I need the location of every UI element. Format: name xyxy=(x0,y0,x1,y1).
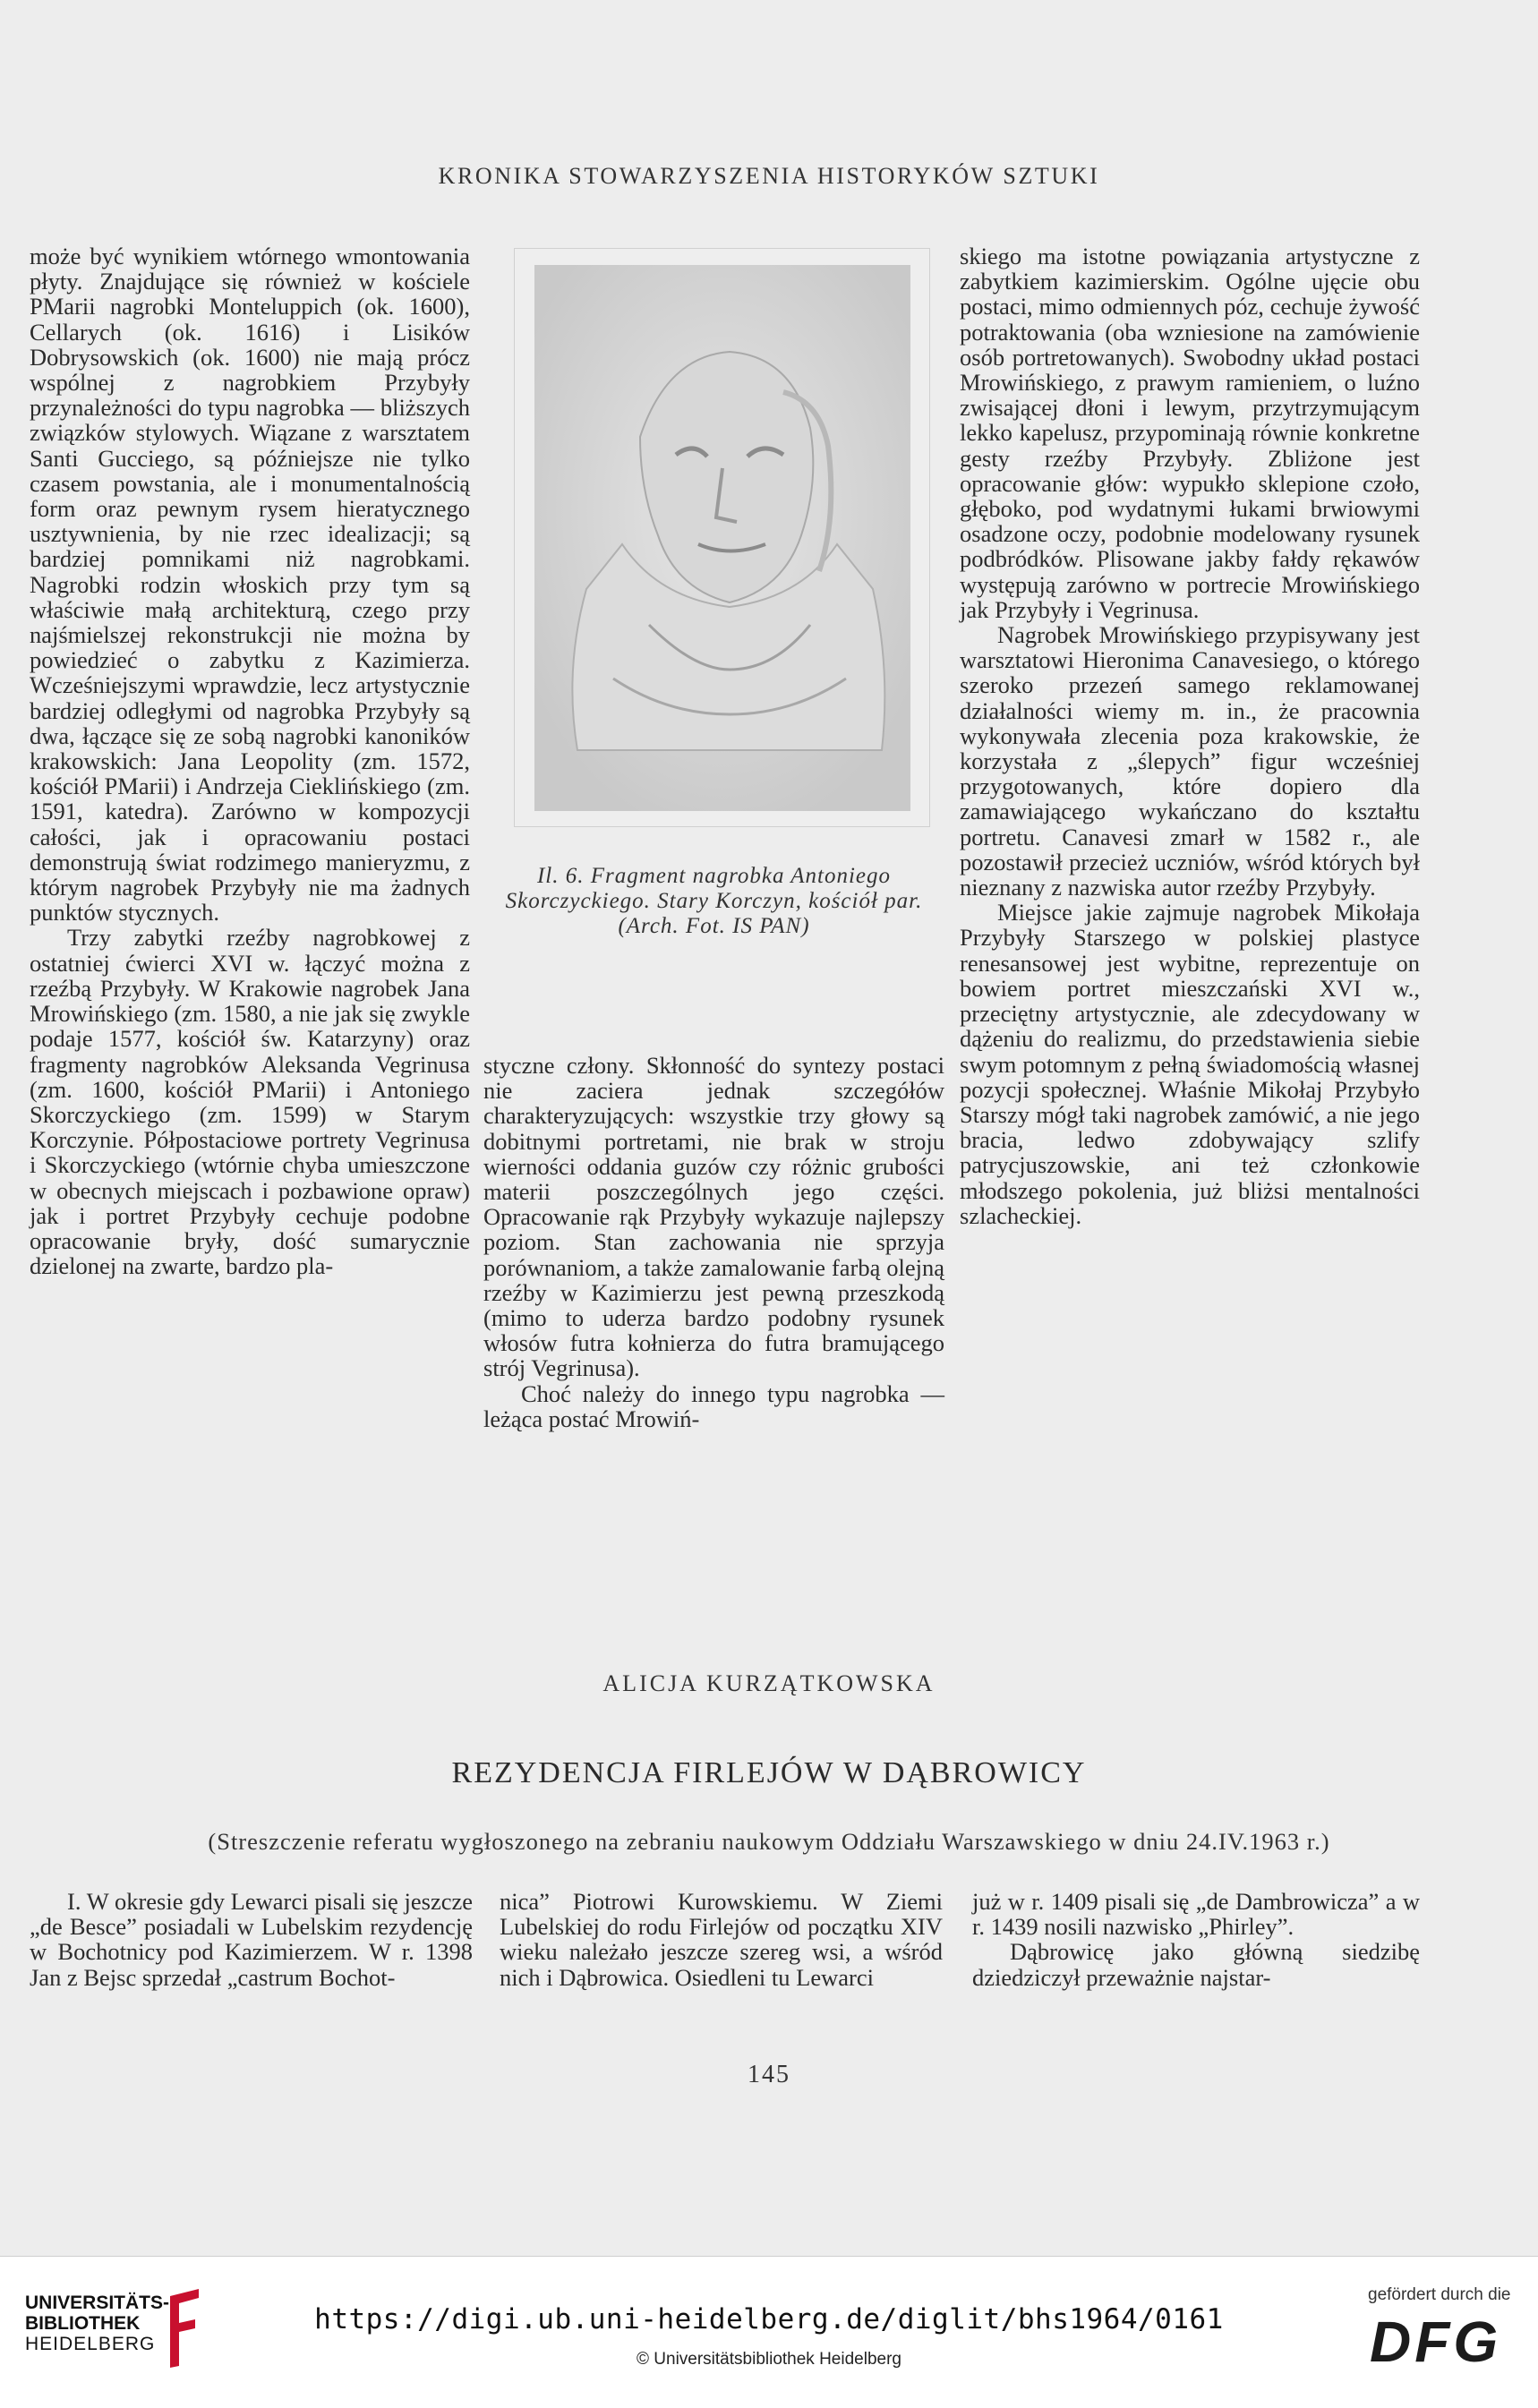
library-name-line2: BIBLIOTHEK xyxy=(25,2313,141,2334)
library-name-line3: HEIDELBERG xyxy=(25,2334,156,2354)
library-name-line1: UNIVERSITÄTS- xyxy=(25,2293,170,2313)
permalink-url[interactable]: https://digi.ub.uni-heidelberg.de/diglit/bhs1964/0161 xyxy=(314,2303,1224,2335)
running-head: KRONIKA STOWARZYSZENIA HISTORYKÓW SZTUKI xyxy=(438,163,1100,189)
paragraph: skiego ma istotne powiązania artystyczne z zabytkiem kazimierskim. Ogólne ujęcie obu postaci, mimo odmiennych póz, cechuje żywość potraktowania (oba wzniesione na zamówienie osób portretowanych). Swobodny układ postaci Mrowińskiego, z prawym ramieniem, o luźno zwisającej dłoni i lewym, przytrzymującym lekko kapelusz, przypominają równie konkretne gesty rzeźby Przybyły. Zbliżone jest opracowanie głów: wypukło sklepione czoło, głęboko, pod wydatnymi łukami brwiowymi osadzone oczy, podobnie modelowany rysunek podbródków. Plisowane jakby fałdy rękawów występują zarówno w portrecie Mrowińskiego jak Przybyły i Vegrinusa. xyxy=(960,243,1420,623)
article-author: ALICJA KURZĄTKOWSKA xyxy=(602,1670,936,1696)
paragraph: już w r. 1409 pisali się „de Dambrowicza” a w r. 1439 nosili nazwisko „Phirley”. xyxy=(972,1888,1420,1941)
paragraph: Miejsce jakie zajmuje nagrobek Mikołaja Przybyły Starszego w polskiej plastyce renesansowej jest wybitne, reprezentuje on bowiem portret mieszczański XVI w., przeciętny artystycznie, ale zdecydowany w dążeniu do realizmu, do przedstawienia siebie swym potomnym z pełną świadomością własnej pozycji społecznej. Właśnie Mikołaj Przybyło Starszy mógł taki nagrobek zamówić, a nie jego bracia, ledwo zdobywający szlify patrycjuszowskie, ani też członkowie młodszego pokolenia, już bliżsi mentalności szlacheckiej. xyxy=(960,899,1420,1229)
article-column-1 xyxy=(30,1889,473,1990)
article-column-2 xyxy=(500,1889,943,1990)
article-subtitle: (Streszczenie referatu wygłoszonego na zebraniu naukowym Oddziału Warszawskiego w dniu 24.IV.1963 r.) xyxy=(208,1828,1330,1855)
column-right xyxy=(960,243,1420,1228)
sculpture-photograph xyxy=(514,248,930,827)
paragraph: nica” Piotrowi Kurowskiemu. W Ziemi Lubelskiej do rodu Firlejów od początku XIV wieku należało jeszcze szereg wsi, a wśród nich i Dąbrowica. Osiedleni tu Lewarci xyxy=(500,1888,943,1991)
paragraph: I. W okresie gdy Lewarci pisali się jeszcze „de Besce” posiadali w Lubelskim rezydencję w Bochotnicy pod Kazimierzem. W r. 1398 Jan z Bejsc sprzedał „castrum Bochot- xyxy=(30,1888,473,1991)
page-number: 145 xyxy=(748,2061,790,2088)
paragraph: może być wynikiem wtórnego wmontowania płyty. Znajdujące się również w kościele PMarii nagrobki Monteluppich (ok. 1600), Cellarych (ok. 1616) i Lisików Dobrysowskich (ok. 1600) nie mają prócz wspólnej z nagrobkiem Przybyły przynależności do typu nagrobka — bliższych związków stylowych. Wiązane z warsztatem Santi Gucciego, są późniejsze nie tylko czasem powstania, ale i monumentalnością form oraz pewnym rysem hieratycznego usztywnienia, by nie rzec idealizacji; są bardziej pomnikami niż nagrobkami. Nagrobki rodzin włoskich przy tym są właściwie małą architekturą, czego przy najśmielszej rekonstrukcji nie można by powiedzieć o zabytku z Kazimierza. Wcześniejszymi wprawdzie, lecz artystycznie bardziej odległymi od nagrobka Przybyły są dwa, łączące się ze sobą nagrobki kanoników krakowskich: Jana Leopolity (zm. 1572, kościół PMarii) i Andrzeja Cieklińskiego (zm. 1591, katedra). Zarówno w kompozycji całości, jak i opracowaniu postaci demonstrują świat rodzimego manieryzmu, z którym nagrobek Przybyły nie ma żadnych punktów stycznych. xyxy=(30,243,470,926)
article-title: REZYDENCJA FIRLEJÓW W DĄBROWICY xyxy=(451,1756,1087,1789)
copyright-notice: © Universitätsbibliothek Heidelberg xyxy=(637,2350,901,2369)
paragraph: Dąbrowicę jako główną siedzibę dziedziczył przeważnie najstar- xyxy=(972,1938,1420,1991)
figure-caption: Il. 6. Fragment nagrobka Antoniego Skorczyckiego. Stary Korczyn, kościół par. (Arch. Fot. IS PAN) xyxy=(505,864,923,938)
column-left xyxy=(30,243,470,1278)
paragraph: Nagrobek Mrowińskiego przypisywany jest warsztatowi Hieronima Canavesiego, o którego szeroko przezeń samego reklamowanej działalności wiemy m. in., że pracownia wykonywała zlecenia poza krakowskie, że korzystała z „ślepych” figur wcześniej przygotowanych, które dopiero dla zamawiającego wykańczano do kształtu portretu. Canavesi zmarł w 1582 r., ale pozostawił przecież uczniów, wśród których był nieznany z nazwiska autor rzeźby Przybyły. xyxy=(960,621,1420,901)
funding-note: gefördert durch die xyxy=(1368,2285,1511,2304)
article-column-3 xyxy=(972,1889,1420,1990)
dfg-logo[interactable]: DFG xyxy=(1370,2310,1502,2374)
column-middle xyxy=(483,1053,944,1431)
bust-image xyxy=(515,249,929,826)
paragraph: styczne człony. Skłonność do syntezy postaci nie zaciera jednak szczegółów charakteryzujących: wszystkie trzy głowy są dobitnymi portretami, nie brak w stroju wierności oddania guzów czy różnic grubości materii poszczególnych jego części. Opracowanie rąk Przybyły wykazuje najlepszy poziom. Stan zachowania nie sprzyja porównaniom, a także zamalowanie farbą olejną rzeźby w Kazimierzu jest pewną przeszkodą (mimo to uderza bardzo podobny rysunek włosów futra kołnierza do futra bramującego strój Vegrinusa). xyxy=(483,1052,944,1382)
digitization-footer xyxy=(0,2256,1538,2408)
paragraph: Trzy zabytki rzeźby nagrobkowej z ostatniej ćwierci XVI w. łączyć można z rzeźbą Przybyły. W Krakowie nagrobek Jana Mrowińskiego (zm. 1580, a nie jak się zwykle podaje 1577, kościół św. Katarzyny) oraz fragmenty nagrobków Aleksanda Vegrinusa (zm. 1600, kościół PMarii) i Antoniego Skorczyckiego (zm. 1599) w Starym Korczynie. Półpostaciowe portrety Vegrinusa i Skorczyckiego (wtórnie chyba umieszczone w obecnych miejscach i pozbawione opraw) jak i portret Przybyły cechuje podobne opracowanie bryły, dość sumarycznie dzielonej na zwarte, bardzo pla- xyxy=(30,924,470,1280)
paragraph: Choć należy do innego typu nagrobka — leżąca postać Mrowiń- xyxy=(483,1379,944,1432)
